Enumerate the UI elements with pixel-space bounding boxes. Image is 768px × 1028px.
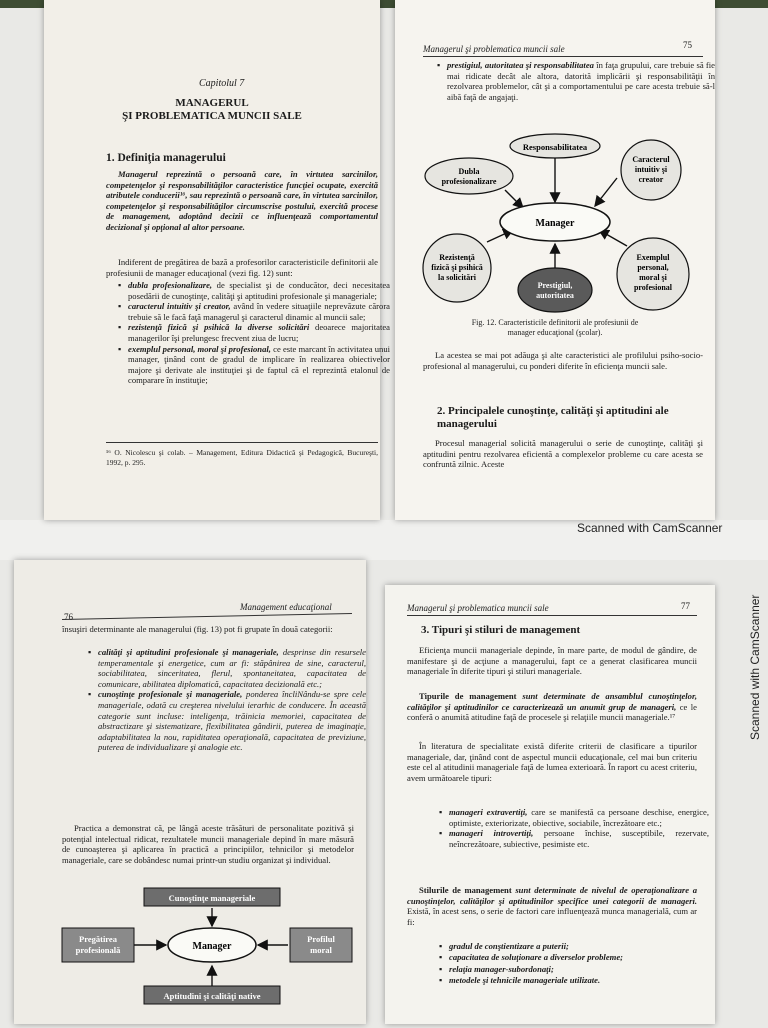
intro-paragraph: însuşiri determinante ale managerului (fig. 13) pot fi grupate în două categorii: xyxy=(62,624,333,634)
styles-text: Există, în acest sens, o serie de factori care influenţează munca managerială, cum ar fi: xyxy=(407,906,697,927)
node-label: la solicitări xyxy=(438,273,476,282)
figure-12-diagram xyxy=(395,130,715,330)
node-label: profesional xyxy=(633,283,673,292)
node-label: Dubla xyxy=(458,167,480,176)
figure-12-caption-line2: manager educaţional (şcolar). xyxy=(507,328,603,337)
page-number: 77 xyxy=(681,601,690,611)
page-77 xyxy=(385,585,715,1024)
list-item xyxy=(447,60,715,102)
criteria-paragraph: În literatura de specialitate există diferite criterii de clasificare a tipurilor manageriale, dar, ţinând cont de aspectul muncii educaţionale, cel mai bun criteriu este cel al atitudinii manageriale faţă de lumea exterioară. În raport cu acest criteriu, avem următoarele tipuri: xyxy=(407,741,697,783)
node-label: creator xyxy=(638,175,664,184)
list-item-bold: exemplul personal, moral şi profesional, xyxy=(128,343,271,354)
efficiency-paragraph: Eficienţa muncii manageriale depinde, în mare parte, de modul de gândire, de manifestare şi de acţiune a managerului, fapt ce a generat clasificarea muncii manageriale în diferite tipuri şi stiluri manageriale. xyxy=(407,645,697,677)
styles-bold: sunt determinate de nivelul de operaţionalizare a cunoştinţelor, calităţilor şi aptitudinilor specifice unei categorii de manageri. xyxy=(407,885,698,906)
list-item: ▪ metodele şi tehnicile manageriale utilizate. xyxy=(449,975,709,986)
figure-12-caption-line1: Fig. 12. Caracteristicile definitorii ale profesiunii de xyxy=(471,318,639,327)
styles-paragraph xyxy=(407,885,697,927)
list-item xyxy=(128,344,390,386)
node-label: fizică şi psihică xyxy=(431,263,483,272)
list-item-bold: cunoştinţe profesionale şi manageriale, xyxy=(98,689,243,700)
page-76 xyxy=(14,560,366,1024)
types-text: ce le conferă o anumită atitudine faţă de procesele şi relaţiile muncii manageriale.¹⁷ xyxy=(407,701,697,723)
list-item-text: desprinse din resursele temperamentale şi energetice, cum ar fi: stăpânirea de sine, caracterul, sociabilitatea, sinceritatea, flerul, spontaneitatea, capacitatea de comunicare, abilitatea diplomatică, capacitatea decizională etc.; xyxy=(98,647,366,689)
chapter-title-line1: MANAGERUL xyxy=(175,97,249,109)
list-item xyxy=(449,807,709,828)
section3-heading: 3. Tipuri şi stiluri de management xyxy=(421,624,581,636)
list-item-bold: manageri introvertiţi, xyxy=(449,828,534,839)
list-item: ▪ gradul de conştientizare a puterii; xyxy=(449,941,709,952)
node-label: moral şi xyxy=(639,273,667,282)
list-item xyxy=(128,322,390,343)
list-item-bold: dubla profesionalizare, xyxy=(128,280,213,290)
node-label: moral xyxy=(310,945,332,955)
types-bold: sunt determinate de ansamblul cunoştinţelor, calităţilor şi aptitudinilor ce caracterizează un anumit grup de manageri, xyxy=(407,691,697,712)
section2-heading: 2. Principalele cunoştinţe, calităţi şi aptitudini ale managerului xyxy=(437,405,669,430)
chapter-label: Capitolul 7 xyxy=(199,78,245,89)
qualities-list xyxy=(86,647,366,753)
intro-paragraph: Indiferent de pregătirea de bază a profesorilor caracteristicile definitorii ale profesiunii de manager educaţional (vezi fig. 12) sunt: xyxy=(106,257,378,278)
list-item xyxy=(98,689,366,753)
section2-paragraph: Procesul managerial solicită managerului o serie de cunoştinţe, calităţi şi aptitudini pentru rezolvarea eficientă a complexelor probleme cu care acesta se confruntă zilnic. Aceste xyxy=(423,438,703,470)
list-item-text: de specialist şi de conducător, deci necesitatea posedării de cunoştinţe, calităţi şi aptitudini profesionale şi manageriale; xyxy=(128,280,390,301)
list-item-text: deoarece majoritatea managerilor îşi prelungesc frecvent ziua de lucru; xyxy=(128,322,390,343)
list-item xyxy=(98,647,366,689)
node-label: profesională xyxy=(75,945,121,955)
definition-paragraph: Managerul reprezintă o persoană care, în virtutea sarcinilor, competenţelor şi responsabilităţilor caracteristice funcţiei ocupate, exercită atributele conducerii¹⁶, sau reprezintă o persoană care, în virtutea sarcinilor, competenţelor şi responsabilităţilor circumscrise postului, exercită procese de management, adoptând decizii ce influenţează comportamentul decizional şi opţional al altor persoane. xyxy=(106,169,378,232)
running-header: Managerul şi problematica muncii sale xyxy=(407,603,549,613)
node-label: Aptitudini şi calităţi native xyxy=(163,991,261,1001)
node-label: Caracterul xyxy=(632,155,670,164)
page-74 xyxy=(44,0,391,520)
types-definition-paragraph xyxy=(407,691,697,723)
node-label: personal, xyxy=(637,263,669,272)
running-header: Management educaţional xyxy=(240,602,332,612)
chapter-title-line2: ŞI PROBLEMATICA MUNCII SALE xyxy=(122,110,302,122)
styles-lead: Stilurile de management xyxy=(419,885,512,895)
node-label: Responsabilitatea xyxy=(522,142,588,152)
node-label: Profilul xyxy=(307,934,335,944)
footnote-divider xyxy=(106,442,378,443)
list-item-text: ce este marcant în activitatea unui manager, ţinând cont de gradul de implicare în realizarea obiectivelor majore şi derivate ale instituţiei şi de faptul că el reprezintă etalonul de comparare în instituţie; xyxy=(128,343,391,386)
page-number: 76 xyxy=(64,612,73,622)
manager-label: Manager xyxy=(535,218,575,229)
list-item-bold: caracterul intuitiv şi creator, xyxy=(128,301,231,312)
practice-paragraph: Practica a demonstrat că, pe lângă aceste trăsături de personalitate pozitivă şi potenţial intelectual ridicat, rezultatele muncii manageriale depind în mare măsură de cunoaşterea şi aplicarea în practică a principiilor, tehnicilor şi metodelor manageriale, care se dobândesc numai printr-un studiu organizat şi individual. xyxy=(62,823,354,865)
factors-list xyxy=(437,941,709,987)
list-item-bold: rezistenţă fizică şi psihică la diverse solicitări xyxy=(128,322,310,333)
list-item xyxy=(449,828,709,849)
list-item-bold: manageri extravertiţi, xyxy=(449,807,528,817)
characteristics-list xyxy=(116,280,390,386)
list-item: ▪ relaţia manager-subordonaţi; xyxy=(449,964,709,975)
list-item xyxy=(128,301,390,322)
header-rule xyxy=(423,56,703,57)
list-item-bold: calităţi şi aptitudini profesionale şi manageriale, xyxy=(98,647,279,657)
list-item-bold: prestigiul, autoritatea şi responsabilitatea xyxy=(447,60,594,70)
dual-professionalization-node xyxy=(425,158,513,194)
node-label: profesionalizare xyxy=(441,177,497,186)
footnote: ¹⁶ O. Nicolescu şi colab. – Management, Editura Didactică şi Pedagogică, Bucureşti, 1992, p. 295. xyxy=(106,448,378,467)
node-label: Exemplul xyxy=(636,253,670,262)
node-label: Rezistenţă xyxy=(439,253,475,262)
list-item xyxy=(128,280,390,301)
prestige-node xyxy=(518,268,592,312)
list-item-text: ponderea încliNându-se spre cele manageriale, odată cu creşterea nivelului ierarhic de conducere. În această categorie sunt incluse: inteligenţa, trăinicia memoriei, capacitatea de abstractizare şi sistematizare, flexibilitatea gândirii, puterea de imaginaţie, adaptabilitatea la nou, rapiditatea operaţională, capacitatea de previziune, puterea de individualizare şi analogie etc. xyxy=(98,689,367,753)
scanner-watermark-1: Scanned with CamScanner xyxy=(577,521,723,535)
manager-types-list xyxy=(437,807,709,849)
figure-13-diagram xyxy=(62,878,362,1028)
node-label: intuitiv şi xyxy=(634,165,668,174)
header-rule xyxy=(62,613,352,620)
list-item-text: persoane închise, susceptibile, rezervate, neîncrezătoare, subiective, pesimiste etc. xyxy=(449,828,709,849)
after-figure-paragraph: La acestea se mai pot adăuga şi alte caracteristici ale profilului psiho-socio-profesional al managerului, cu ponderi diferite în eficienţa muncii sale. xyxy=(423,350,703,371)
list-item-text: având în vedere situaţiile neprevăzute cărora trebuie să le facă faţă managerul şi caracterul dinamic al muncii sale; xyxy=(128,301,390,322)
running-header: Managerul şi problematica muncii sale xyxy=(423,44,565,54)
types-lead: Tipurile de management xyxy=(419,691,517,701)
page-number: 75 xyxy=(683,40,692,50)
list-item: ▪ capacitatea de soluţionare a diverselor probleme; xyxy=(449,952,709,963)
node-label: autoritatea xyxy=(536,291,574,300)
prestige-bullet xyxy=(435,60,715,102)
manager-label: Manager xyxy=(192,941,232,952)
scanner-watermark-2: Scanned with CamScanner xyxy=(748,594,762,740)
node-label: Cunoştinţe manageriale xyxy=(168,893,256,903)
list-item-text: în faţa grupului, care trebuie să fie mai ridicate decât ale altora, datorită implicării şi responsabilităţii în rezolvarea problemelor, cât şi a comportamentului pe care acesta trebuie să-l aibă faţă de angajaţi. xyxy=(447,60,715,102)
page-75 xyxy=(395,0,715,520)
header-rule xyxy=(407,615,697,616)
list-item-text: care se manifestă ca persoane deschise, energice, optimiste, exteriorizate, obiective, sociabile, încrezătoare etc.; xyxy=(449,807,709,828)
node-label: Pregătirea xyxy=(79,934,117,944)
section1-heading: 1. Definiţia managerului xyxy=(106,152,226,164)
node-label: Prestigiul, xyxy=(537,281,573,290)
